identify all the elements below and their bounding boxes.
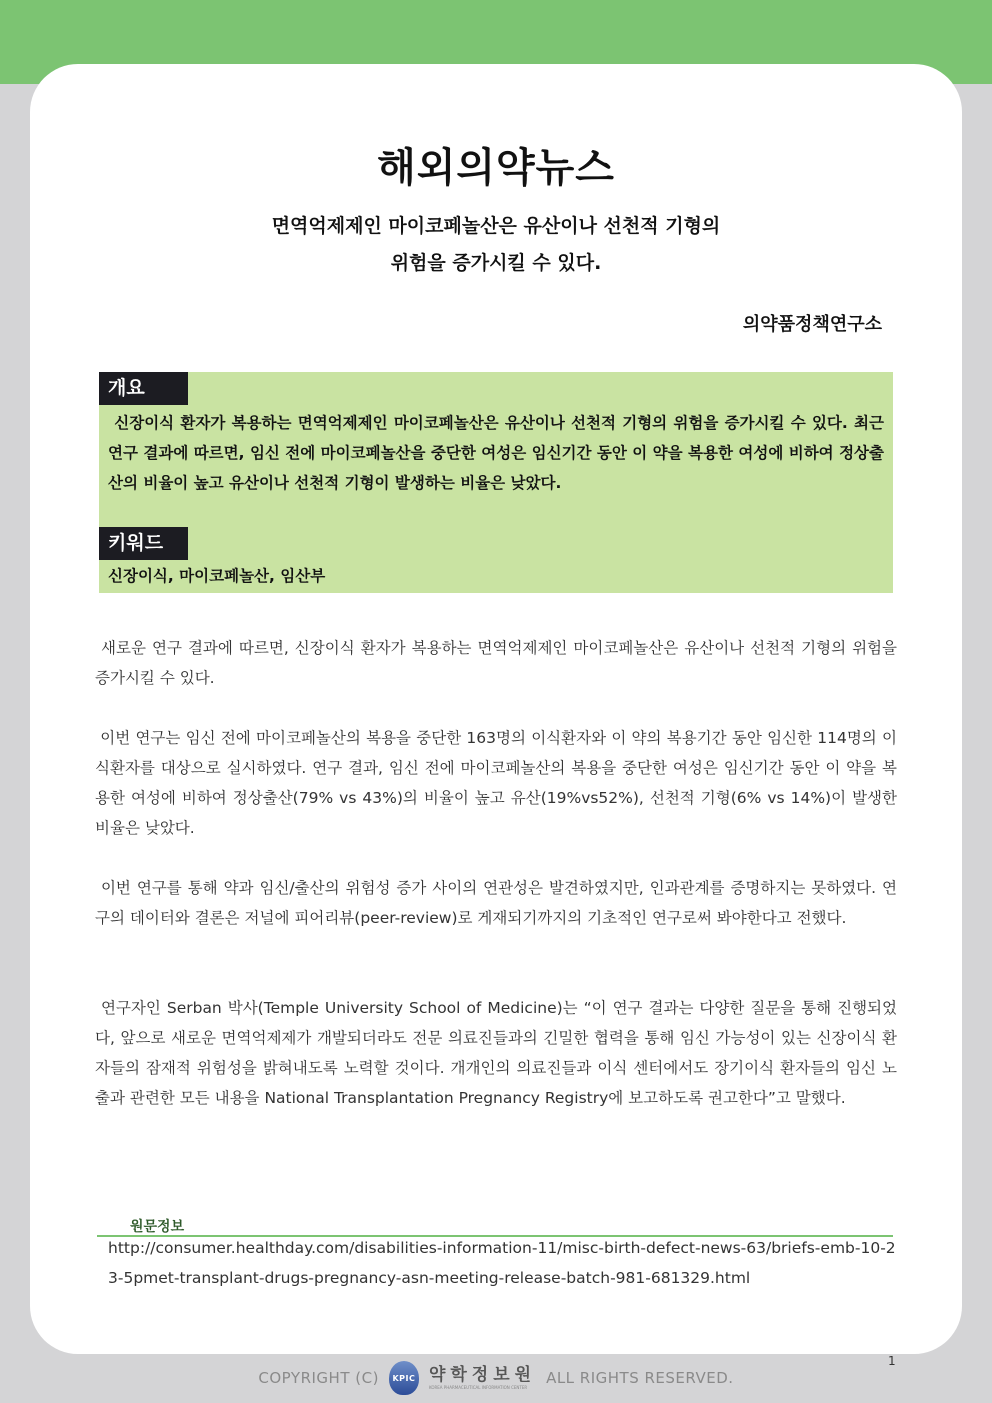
author-organization: 의약품정책연구소 xyxy=(742,314,882,335)
source-url-link[interactable]: http://consumer.healthday.com/disabilities-information-11/misc-birth-defect-news-63/briefs-emb-10-23-5pmet-transplant-drugs-pregnancy-asn-meeting-release-batch-981-681329.html xyxy=(108,1239,896,1287)
org-english-name: KOREA PHARMACEUTICAL INFORMATION CENTER xyxy=(428,1384,528,1390)
footer xyxy=(0,1358,992,1398)
article-headline-line-1: 면역억제제인 마이코페놀산은 유산이나 선천적 기형의 xyxy=(271,215,721,237)
overview-text: 신장이식 환자가 복용하는 면역억제제인 마이코페놀산은 유산이나 선천적 기형의 위험을 증가시킬 수 있다. 최근 연구 결과에 따르면, 임신 전에 마이코페놀산을 중단한 여성은 임신기간 동안 이 약을 복용한 여성에 비하여 정상출산의 비율이 높고 유산이나 선천적 기형이 발생하는 비율은 낮았다. xyxy=(108,414,884,492)
kpic-logo xyxy=(428,1364,537,1390)
source-label: 원문정보 xyxy=(130,1219,185,1235)
keyword-label: 키워드 xyxy=(99,527,188,560)
page-number: 1 xyxy=(888,1354,896,1368)
keyword-text: 신장이식, 마이코페놀산, 임산부 xyxy=(108,567,326,585)
summary-box xyxy=(99,372,893,593)
copyright-text: COPYRIGHT (C) xyxy=(258,1369,379,1387)
rights-text: ALL RIGHTS RESERVED. xyxy=(546,1369,734,1387)
body-paragraph-2: 이번 연구는 임신 전에 마이코페놀산의 복용을 중단한 163명의 이식환자와 이 약의 복용기간 동안 임신한 114명의 이식환자를 대상으로 실시하였다. 연구 결과, 임신 전에 마이코페놀산의 복용을 중단한 여성은 임신기간 동안 이 약을 복용한 여성에 비하여 정상출산(79% vs 43%)의 비율이 높고 유산(19%vs52%), 선천적 기형(6% vs 14%)이 발생한 비율은 낮았다. xyxy=(95,729,898,837)
kpic-emblem-icon: KPIC xyxy=(389,1361,419,1395)
overview-label: 개요 xyxy=(99,372,188,405)
body-paragraph-1: 새로운 연구 결과에 따르면, 신장이식 환자가 복용하는 면역억제제인 마이코페놀산은 유산이나 선천적 기형의 위험을 증가시킬 수 있다. xyxy=(95,639,897,687)
body-paragraph-4: 연구자인 Serban 박사(Temple University School of Medicine)는 “이 연구 결과는 다양한 질문을 통해 진행되었다, 앞으로 새로운 면역억제제가 개발되더라도 전문 의료진들과의 긴밀한 협력을 통해 임신 가능성이 있는 신장이식 환자들의 잠재적 위험성을 밝혀내도록 노력할 것이다. 개개인의 의료진들과 이식 센터에서도 장기이식 환자들의 임신 노출과 관련한 모든 내용을 National Transplantation Pregnancy Registry에 보고하도록 권고한다”고 말했다. xyxy=(95,999,897,1107)
article-headline-line-2: 위험을 증가시킬 수 있다. xyxy=(390,252,602,274)
org-name: 약학정보원 xyxy=(428,1364,537,1385)
body-paragraph-3: 이번 연구를 통해 약과 임신/출산의 위험성 증가 사이의 연관성은 발견하였지만, 인과관계를 증명하지는 못하였다. 연구의 데이터와 결론은 저널에 피어리뷰(peer-review)로 게재되기까지의 기초적인 연구로써 봐야한다고 전했다. xyxy=(95,879,897,927)
page-title: 해외의약뉴스 xyxy=(377,145,615,191)
